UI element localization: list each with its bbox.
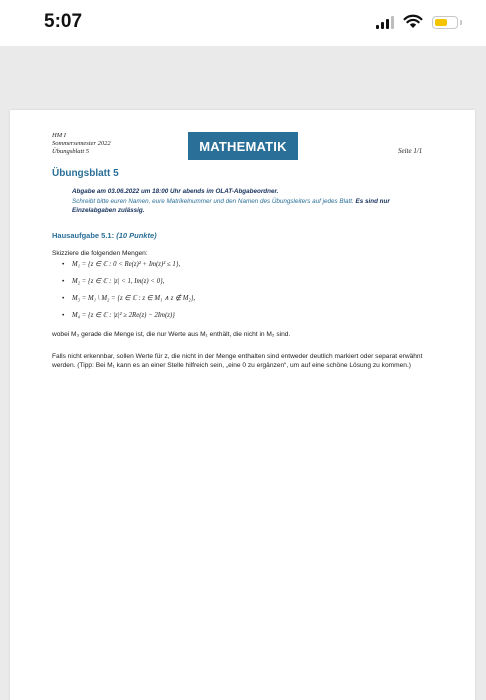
instructions bbox=[72, 198, 422, 215]
bullet: • bbox=[62, 295, 65, 302]
list-item bbox=[62, 294, 195, 302]
document-page bbox=[10, 110, 475, 700]
battery-level bbox=[435, 19, 447, 26]
cellular-signal-icon bbox=[376, 16, 396, 29]
list-item bbox=[62, 311, 175, 319]
task-title: Hausaufgabe 5.1: bbox=[52, 231, 115, 240]
status-bar bbox=[0, 0, 486, 46]
list-item bbox=[62, 277, 164, 285]
task-heading bbox=[52, 231, 157, 240]
meta-line: Übungsblatt 5 bbox=[52, 148, 90, 155]
bullet: • bbox=[62, 278, 65, 285]
task-points: (10 Punkte) bbox=[116, 231, 157, 240]
wifi-icon bbox=[403, 13, 423, 29]
meta-line: Sommersemester 2022 bbox=[52, 140, 111, 147]
instructions-emphasis: Es sind nur Einzelabgaben zulässig. bbox=[72, 198, 390, 214]
set-definition: M₃ = M₁ \ M₂ = {z ∈ ℂ : z ∈ M₁ ∧ z ∉ M₂}, bbox=[72, 295, 196, 302]
list-item bbox=[62, 260, 180, 268]
page-number: Seite 1/1 bbox=[398, 147, 423, 155]
remark-text: wobei M₃ gerade die Menge ist, die nur Werte aus M₁ enthält, die nicht in M₂ sind. bbox=[52, 331, 291, 338]
battery-cap bbox=[460, 20, 462, 25]
bullet: • bbox=[62, 261, 65, 268]
deadline-text: Abgabe am 03.06.2022 um 18:00 Uhr abends im OLAT-Abgabeordner. bbox=[72, 188, 279, 195]
set-definition: M₁ = {z ∈ ℂ : 0 < Re(z)² + Im(z)² ≤ 1}, bbox=[72, 261, 181, 268]
battery-icon bbox=[432, 16, 458, 29]
status-time: 5:07 bbox=[44, 11, 83, 32]
task-prompt: Skizziere die folgenden Mengen: bbox=[52, 250, 148, 257]
bullet: • bbox=[62, 312, 65, 319]
hint-paragraph: Falls nicht erkennbar, sollen Werte für z, die nicht in der Menge enthalten sind entweder deutlich markiert oder separat erwähnt werden. (Tipp: Bei M₁ kann es an einer Stelle hilfreich sein, „eine 0 zu ergänzen“, um auf eine schöne Lösung zu kommen.) bbox=[52, 353, 423, 369]
set-definition: M₂ = {z ∈ ℂ : |z| < 1, Im(z) < 0}, bbox=[72, 278, 165, 285]
sheet-title: Übungsblatt 5 bbox=[52, 168, 119, 179]
subject-banner: MATHEMATIK bbox=[188, 132, 298, 160]
meta-line: HM I bbox=[52, 132, 66, 139]
instructions-text: Schreibt bitte euren Namen, eure Matrikelnummer und den Namen des Übungsleiters auf jedes Blatt. bbox=[72, 198, 354, 205]
set-definition: M₄ = {z ∈ ℂ : |z|² ≥ 2Re(z) − 2Im(z)} bbox=[72, 312, 175, 319]
course-meta bbox=[52, 132, 111, 156]
